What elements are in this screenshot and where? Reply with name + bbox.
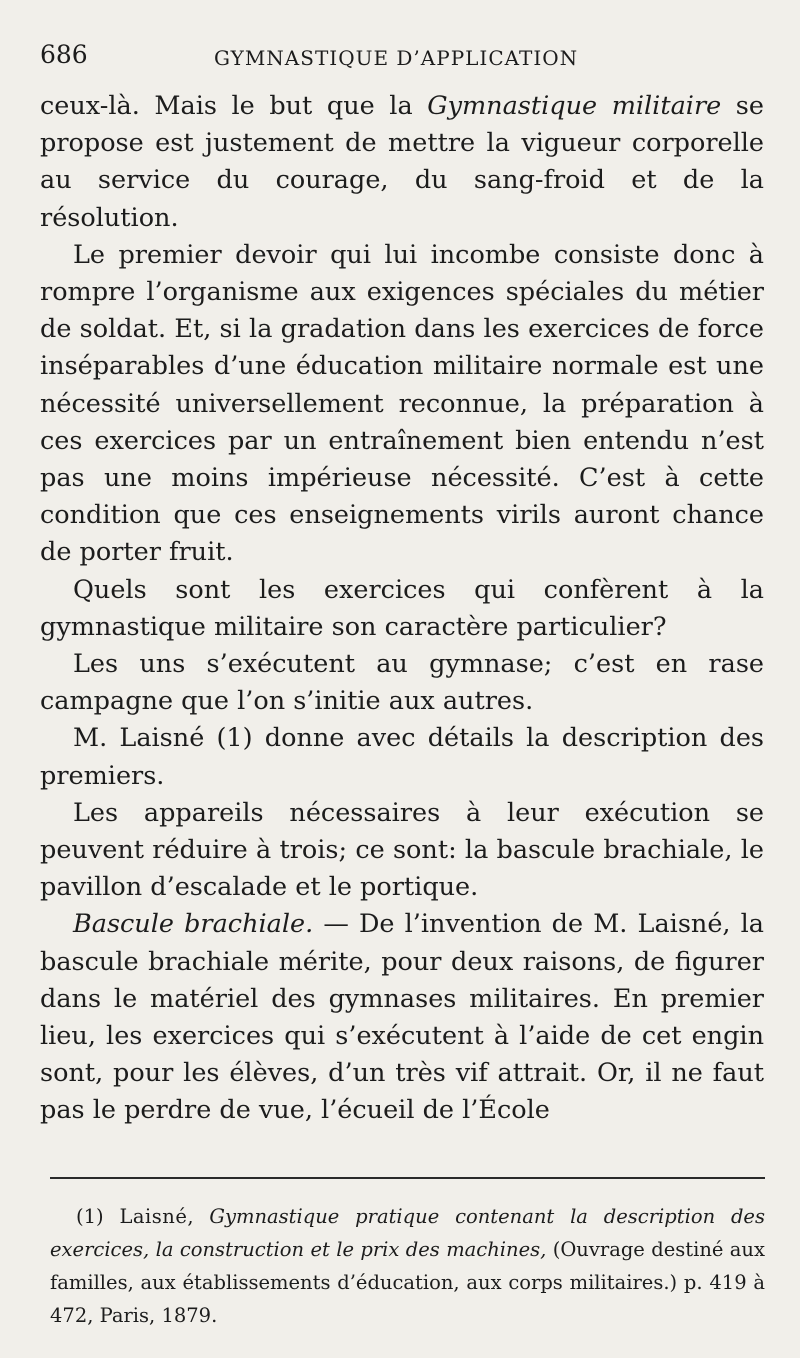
emphasis: Gymnastique militaire bbox=[427, 91, 722, 121]
paragraph: Le premier devoir qui lui incombe consiste donc à rompre l’organisme aux exigences spéciales du métier de soldat. Et, si la gradation dans les exercices de force inséparables d’une éducation militaire normale est une nécessité universellement reconnue, la préparation à ces exercices par un entraînement bien entendu n’est pas une moins impérieuse nécessité. C’est à cette condition que ces enseignements virils auront chance de porter fruit. bbox=[40, 239, 764, 568]
main-text bbox=[40, 88, 764, 1130]
footnote-divider bbox=[50, 1177, 765, 1179]
text-span: , bbox=[187, 1205, 210, 1228]
text-span: ceux-là. Mais le but que la bbox=[40, 91, 428, 121]
paragraph: M. Laisné (1) donne avec détails la description des premiers. bbox=[40, 723, 764, 791]
footnote-details: (Ouvrage destiné aux familles, aux établissements d’éducation, aux corps militaires.) p. 419 à 472, Paris, 1879. bbox=[50, 1238, 765, 1327]
footnote-title: Gymnastique pratique contenant la description des exercices, la construction et le prix des machines, bbox=[50, 1205, 765, 1261]
footnote-text bbox=[50, 1200, 765, 1332]
text-span: — De l’invention de M. Laisné, la bascule brachiale mérite, pour deux raisons, de figurer dans le matériel des gymnases militaires. En premier lieu, les exercices qui s’exécutent à l’aide de cet engin sont, pour les élèves, d’un très vif attrait. Or, il ne faut pas le perdre de vue, l’écueil de l’École bbox=[40, 909, 765, 1126]
text-span: se propose est justement de mettre la vigueur corporelle au service du courage, du sang-froid et de la résolution. bbox=[40, 91, 764, 233]
paragraph: Les appareils nécessaires à leur exécution se peuvent réduire à trois; ce sont: la bascule brachiale, le pavillon d’escalade et le portique. bbox=[40, 797, 764, 903]
running-title: GYMNASTIQUE D’APPLICATION bbox=[214, 46, 579, 70]
footnote-marker: (1) bbox=[76, 1205, 120, 1228]
paragraph bbox=[40, 88, 764, 237]
paragraph: Quels sont les exercices qui confèrent à la gymnastique militaire son caractère particulier? bbox=[40, 574, 764, 642]
footnote-author: Laisné bbox=[119, 1205, 188, 1228]
paragraph bbox=[40, 906, 764, 1129]
page-number: 686 bbox=[40, 40, 88, 69]
paragraph: Les uns s’exécutent au gymnase; c’est en rase campagne que l’on s’initie aux autres. bbox=[40, 649, 764, 717]
page-header bbox=[40, 40, 760, 80]
footnote bbox=[50, 1200, 765, 1332]
section-heading-inline: Bascule brachiale. bbox=[73, 909, 314, 940]
